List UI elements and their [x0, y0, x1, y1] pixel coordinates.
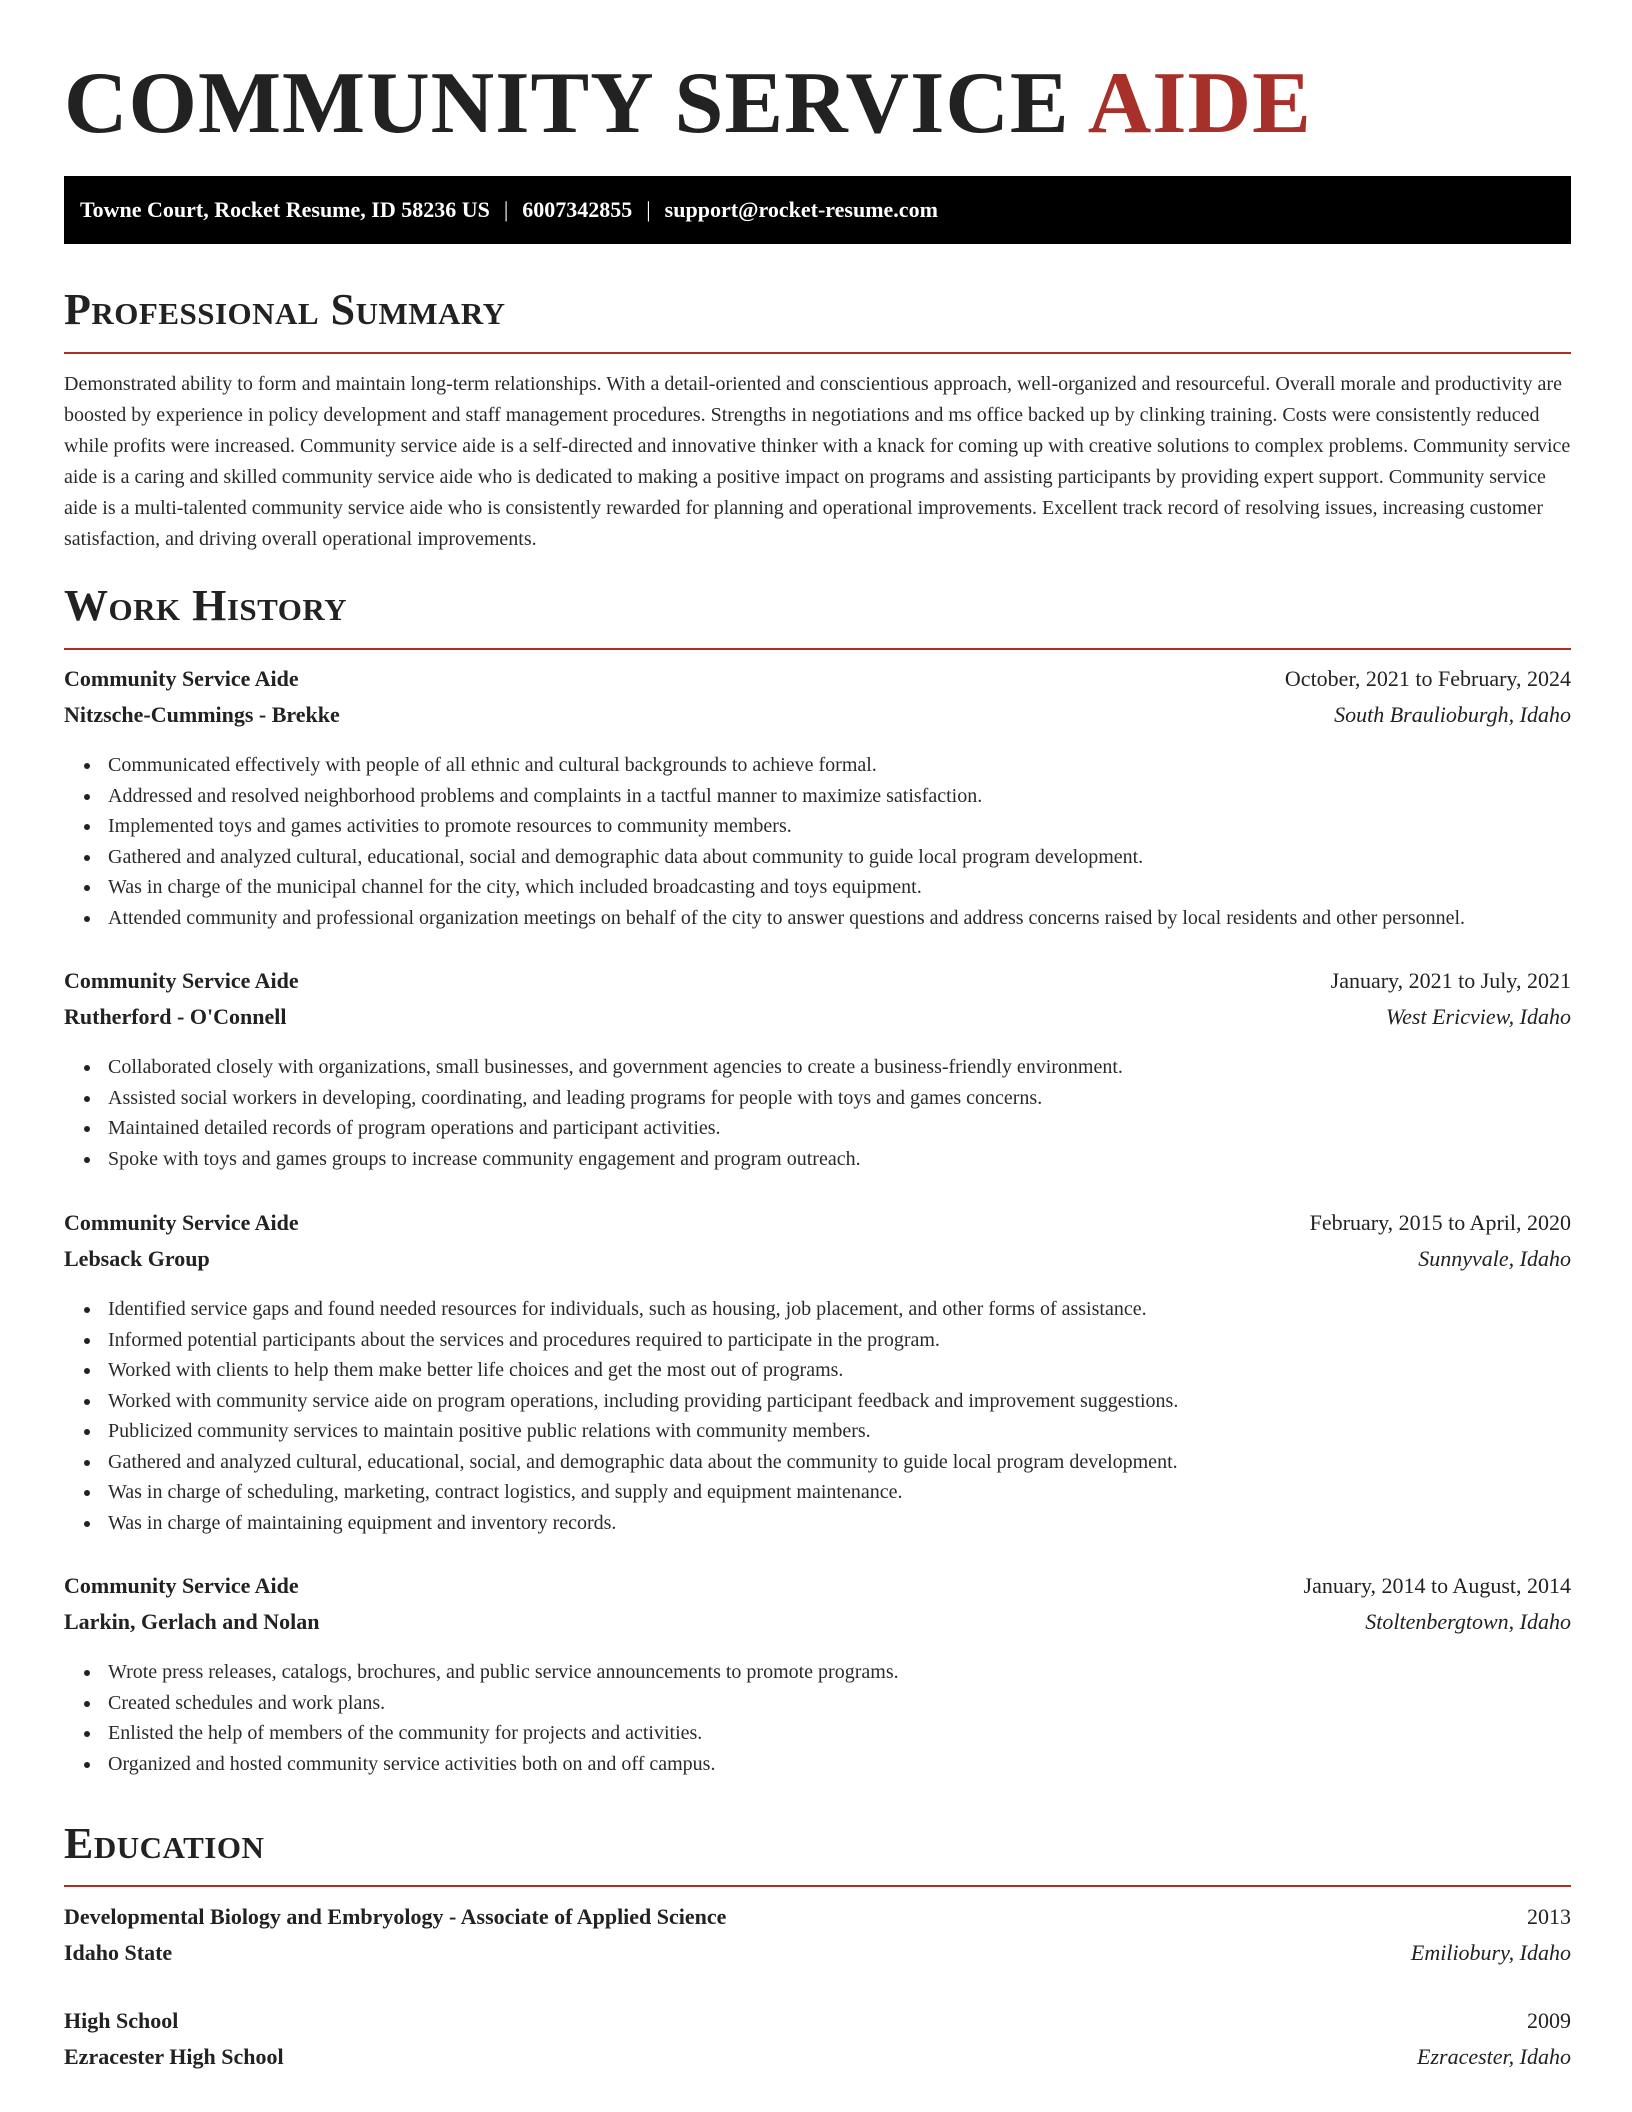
education-entry: [64, 1904, 1571, 1976]
job-dates: January, 2014 to August, 2014: [1303, 1573, 1571, 1598]
job-header-row: [64, 968, 1571, 1004]
job-location: Stoltenbergtown, Idaho: [1365, 1609, 1571, 1634]
job-company: Larkin, Gerlach and Nolan: [64, 1609, 320, 1634]
job-company: Nitzsche-Cummings - Brekke: [64, 702, 340, 727]
job-bullet: Identified service gaps and found needed resources for individuals, such as housing, job placement, and other forms of assistance.: [108, 1294, 1571, 1325]
job-bullet: Was in charge of scheduling, marketing, contract logistics, and supply and equipment maintenance.: [108, 1477, 1571, 1508]
job-entry: [64, 1573, 1571, 1779]
job-bullet: Was in charge of maintaining equipment and inventory records.: [108, 1508, 1571, 1539]
job-company: Rutherford - O'Connell: [64, 1004, 287, 1029]
job-bullets: [64, 1657, 1571, 1779]
summary-divider: [64, 352, 1571, 354]
contact-bar: [64, 176, 1571, 244]
education-heading: Education: [64, 1819, 265, 1868]
title-main: COMMUNITY SERVICE: [64, 55, 1070, 152]
job-bullets: [64, 1052, 1571, 1174]
job-dates: January, 2021 to July, 2021: [1330, 968, 1571, 993]
job-company-row: [64, 1609, 1571, 1645]
job-title: Community Service Aide: [64, 666, 299, 691]
job-bullet: Enlisted the help of members of the community for projects and activities.: [108, 1718, 1571, 1749]
job-company-row: [64, 702, 1571, 738]
job-company-row: [64, 1004, 1571, 1040]
job-bullet: Informed potential participants about the services and procedures required to participate in the program.: [108, 1325, 1571, 1356]
education-divider: [64, 1885, 1571, 1887]
resume-title: [64, 52, 1312, 156]
job-title: Community Service Aide: [64, 1210, 299, 1235]
education-location: Ezracester, Idaho: [1417, 2044, 1571, 2069]
job-entry: [64, 1210, 1571, 1538]
job-entry: [64, 968, 1571, 1174]
education-school: Ezracester High School: [64, 2044, 284, 2069]
contact-separator: |: [503, 197, 509, 222]
work-history-divider: [64, 648, 1571, 650]
education-year: 2013: [1527, 1904, 1571, 1929]
education-header-row: [64, 2008, 1571, 2044]
job-bullet: Created schedules and work plans.: [108, 1688, 1571, 1719]
job-bullet: Addressed and resolved neighborhood problems and complaints in a tactful manner to maximize satisfaction.: [108, 781, 1571, 812]
job-bullet: Worked with community service aide on program operations, including providing participant feedback and improvement suggestions.: [108, 1386, 1571, 1417]
job-bullet: Wrote press releases, catalogs, brochures, and public service announcements to promote programs.: [108, 1657, 1571, 1688]
job-bullets: [64, 750, 1571, 933]
job-bullet: Gathered and analyzed cultural, educational, social, and demographic data about the community to guide local program development.: [108, 1447, 1571, 1478]
job-bullet: Worked with clients to help them make better life choices and get the most out of programs.: [108, 1355, 1571, 1386]
job-bullet: Maintained detailed records of program operations and participant activities.: [108, 1113, 1571, 1144]
job-dates: October, 2021 to February, 2024: [1284, 666, 1571, 691]
contact-separator: |: [646, 197, 651, 222]
job-dates: February, 2015 to April, 2020: [1309, 1210, 1571, 1235]
job-location: West Ericview, Idaho: [1385, 1004, 1571, 1029]
job-header-row: [64, 1210, 1571, 1246]
job-title: Community Service Aide: [64, 1573, 299, 1598]
education-school-row: [64, 1940, 1571, 1976]
education-degree: High School: [64, 2008, 179, 2033]
job-location: Sunnyvale, Idaho: [1418, 1246, 1571, 1271]
title-accent: AIDE: [1087, 55, 1312, 152]
job-title: Community Service Aide: [64, 968, 299, 993]
job-bullet: Was in charge of the municipal channel for the city, which included broadcasting and toys equipment.: [108, 872, 1571, 903]
job-bullet: Implemented toys and games activities to promote resources to community members.: [108, 811, 1571, 842]
contact-address: Towne Court, Rocket Resume, ID 58236 US: [80, 197, 490, 222]
job-bullet: Gathered and analyzed cultural, educational, social and demographic data about community to guide local program development.: [108, 842, 1571, 873]
job-entry: [64, 666, 1571, 933]
job-location: South Braulioburgh, Idaho: [1334, 702, 1571, 727]
job-bullet: Publicized community services to maintain positive public relations with community members.: [108, 1416, 1571, 1447]
job-header-row: [64, 1573, 1571, 1609]
job-company-row: [64, 1246, 1571, 1282]
education-school: Idaho State: [64, 1940, 173, 1965]
job-bullet: Collaborated closely with organizations, small businesses, and government agencies to create a business-friendly environment.: [108, 1052, 1571, 1083]
education-header-row: [64, 1904, 1571, 1940]
contact-phone: 6007342855: [522, 197, 633, 222]
contact-email: support@rocket-resume.com: [664, 197, 938, 222]
job-bullet: Spoke with toys and games groups to increase community engagement and program outreach.: [108, 1144, 1571, 1175]
job-bullet: Organized and hosted community service activities both on and off campus.: [108, 1749, 1571, 1780]
job-bullet: Assisted social workers in developing, coordinating, and leading programs for people with toys and games concerns.: [108, 1083, 1571, 1114]
job-bullets: [64, 1294, 1571, 1538]
summary-heading: Professional Summary: [64, 285, 506, 334]
education-school-row: [64, 2044, 1571, 2080]
education-year: 2009: [1527, 2008, 1571, 2033]
education-entry: [64, 2008, 1571, 2080]
job-bullet: Attended community and professional organization meetings on behalf of the city to answer questions and address concerns raised by local residents and other personnel.: [108, 903, 1571, 934]
education-degree: Developmental Biology and Embryology - Associate of Applied Science: [64, 1904, 727, 1929]
job-header-row: [64, 666, 1571, 702]
job-company: Lebsack Group: [64, 1246, 210, 1271]
summary-text: Demonstrated ability to form and maintain long-term relationships. With a detail-oriented and conscientious approach, well-organized and resourceful. Overall morale and productivity are boosted by experience in policy development and staff management procedures. Strengths in negotiations and ms office backed up by clinking training. Costs were consistently reduced while profits were increased. Community service aide is a self-directed and innovative thinker with a knack for coming up with creative solutions to complex problems. Community service aide is a caring and skilled community service aide who is dedicated to making a positive impact on programs and assisting participants by providing expert support. Community service aide is a multi-talented community service aide who is consistently rewarded for planning and operational improvements. Excellent track record of resolving issues, increasing customer satisfaction, and driving overall operational improvements.: [64, 373, 1571, 550]
work-history-heading: Work History: [64, 581, 348, 630]
job-bullet: Communicated effectively with people of all ethnic and cultural backgrounds to achieve formal.: [108, 750, 1571, 781]
education-location: Emiliobury, Idaho: [1410, 1940, 1571, 1965]
